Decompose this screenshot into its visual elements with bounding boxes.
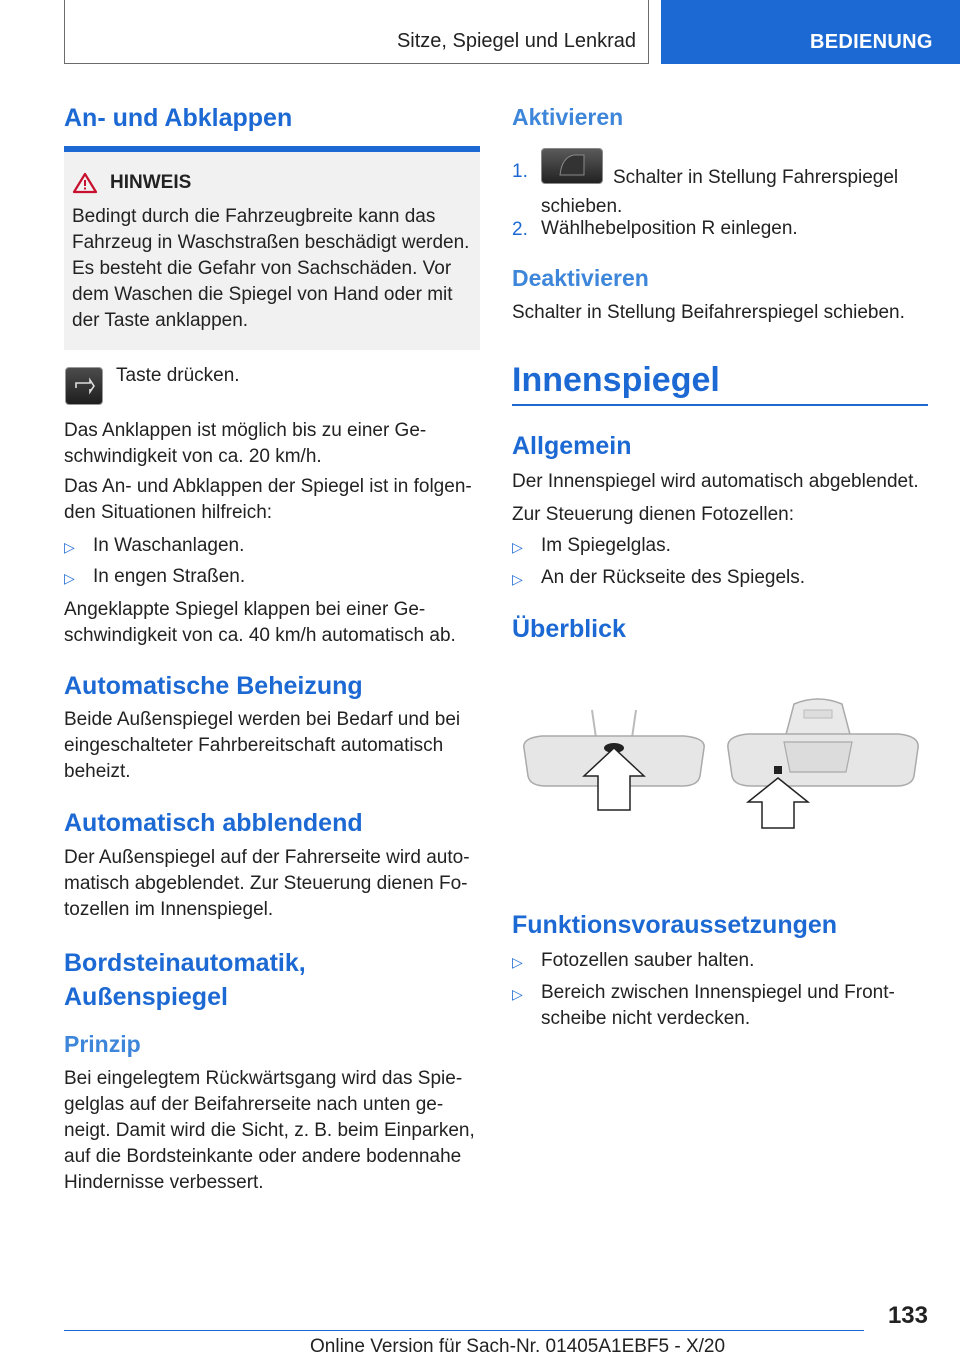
warning-icon (72, 172, 98, 194)
list-item (512, 565, 928, 592)
heading-beheizung: Automatische Beheizung (64, 672, 363, 700)
heading-prinzip: Prinzip (64, 1031, 141, 1057)
notice-line: Fahrzeug in Waschstraßen beschädigt werden. (72, 232, 470, 253)
step-item (512, 158, 928, 220)
paragraph-line: Der Außenspiegel auf der Fahrerseite wird auto- (64, 847, 470, 868)
paragraph-line: auf die Bordsteinkante oder andere bodennahe (64, 1146, 462, 1167)
heading-line: Bordsteinautomatik, (64, 949, 306, 977)
section-title-anklappen: An- und Abklappen (64, 104, 293, 132)
heading-line: Außenspiegel (64, 983, 228, 1011)
list-item (512, 948, 928, 975)
heading-deaktivieren: Deaktivieren (512, 265, 649, 291)
footer-text: Online Version für Sach-Nr. 01405A1EBF5 - X/20 (310, 1336, 726, 1357)
footer-rule (64, 1330, 864, 1331)
heading-bordsteinautomatik (64, 946, 480, 1014)
bullet-triangle-icon: ▷ (512, 954, 523, 970)
header-tab-label: BEDIENUNG (810, 31, 933, 53)
bullet-triangle-icon: ▷ (512, 571, 523, 587)
paragraph-line: Der Innenspiegel wird automatisch abgeblendet. (512, 471, 919, 492)
paragraph-line: Das Anklappen ist möglich bis zu einer Ge- (64, 420, 427, 441)
step-number: 1. (512, 161, 528, 182)
notice-header (72, 172, 191, 194)
notice-line: Es besteht die Gefahr von Sachschäden. Vor (72, 258, 452, 279)
paragraph-line: Zur Steuerung dienen Fotozellen: (512, 504, 795, 525)
notice-line: Bedingt durch die Fahrzeugbreite kann das (72, 206, 436, 227)
mirror-fold-key-icon (65, 367, 103, 405)
bullet-triangle-icon: ▷ (512, 539, 523, 555)
bullet-triangle-icon: ▷ (64, 539, 75, 555)
list-item-text: Im Spiegelglas. (541, 535, 671, 556)
paragraph-line: matisch abgeblendet. Zur Steuerung dienen Fo- (64, 873, 468, 894)
heading-funktionsvoraussetzungen: Funktionsvoraussetzungen (512, 911, 838, 939)
step-text: Wählhebelposition R einlegen. (541, 218, 798, 239)
paragraph-line: neigt. Damit wird die Sicht, z. B. beim Einparken, (64, 1120, 475, 1141)
heading-allgemein: Allgemein (512, 432, 632, 460)
list-item (64, 533, 480, 560)
list-item-text-cont: scheibe nicht verdecken. (541, 1008, 751, 1029)
list-item-text: In Waschanlagen. (93, 535, 245, 556)
paragraph-line: Beide Außenspiegel werden bei Bedarf und bei (64, 709, 461, 730)
paragraph-line: tozellen im Innenspiegel. (64, 899, 274, 920)
paragraph-line: Hindernisse verbessert. (64, 1172, 264, 1193)
heading-abblendend: Automatisch abblendend (64, 809, 363, 837)
paragraph-line: beheizt. (64, 761, 131, 782)
heading-aktivieren: Aktivieren (512, 104, 624, 130)
list-item-text: Bereich zwischen Innenspiegel und Front- (541, 982, 895, 1003)
mirror-illustration (512, 690, 928, 840)
list-item (512, 533, 928, 560)
paragraph-line: schwindigkeit von ca. 40 km/h automatisch ab. (64, 625, 456, 646)
bullet-triangle-icon: ▷ (512, 986, 523, 1002)
paragraph-line: Angeklappte Spiegel klappen bei einer Ge- (64, 599, 426, 620)
paragraph-line: Das An- und Abklappen der Spiegel ist in folgen- (64, 476, 472, 497)
notice-label: HINWEIS (110, 172, 192, 193)
header-section-box (64, 0, 649, 64)
list-item-text: An der Rückseite des Spiegels. (541, 567, 806, 588)
step-number: 2. (512, 219, 528, 240)
mirror-front-view (524, 710, 704, 810)
section-rule (512, 404, 928, 406)
paragraph-line: schwindigkeit von ca. 20 km/h. (64, 446, 322, 467)
list-item-text: In engen Straßen. (93, 566, 246, 587)
paragraph-line: gelglas auf der Beifahrerseite nach unten ge- (64, 1094, 444, 1115)
taste-text: Taste drücken. (116, 365, 240, 386)
notice-box (64, 152, 480, 350)
bullet-triangle-icon: ▷ (64, 570, 75, 586)
list-item (512, 980, 928, 1032)
heading-ueberblick: Überblick (512, 615, 626, 643)
notice-line: dem Waschen die Spiegel von Hand oder mit (72, 284, 453, 305)
list-item-text: Fotozellen sauber halten. (541, 950, 755, 971)
mirror-switch-icon (541, 148, 603, 184)
list-item (64, 564, 480, 591)
paragraph-line: den Situationen hilfreich: (64, 502, 273, 523)
header-section-title: Sitze, Spiegel und Lenkrad (396, 30, 636, 52)
notice-line: der Taste anklappen. (72, 310, 249, 331)
mirror-rear-view (728, 699, 918, 828)
step-item (512, 216, 928, 243)
step-text-cont: schieben. (541, 196, 623, 217)
paragraph-line: eingeschalteter Fahrbereitschaft automatisch (64, 735, 444, 756)
paragraph-line: Bei eingelegtem Rückwärtsgang wird das Spie- (64, 1068, 463, 1089)
page-number: 133 (887, 1302, 928, 1329)
section-title-innenspiegel: Innenspiegel (512, 361, 720, 399)
paragraph-line: Schalter in Stellung Beifahrerspiegel schieben. (512, 302, 905, 323)
step-text: Schalter in Stellung Fahrerspiegel (613, 167, 899, 188)
header-tab[interactable] (661, 0, 960, 64)
